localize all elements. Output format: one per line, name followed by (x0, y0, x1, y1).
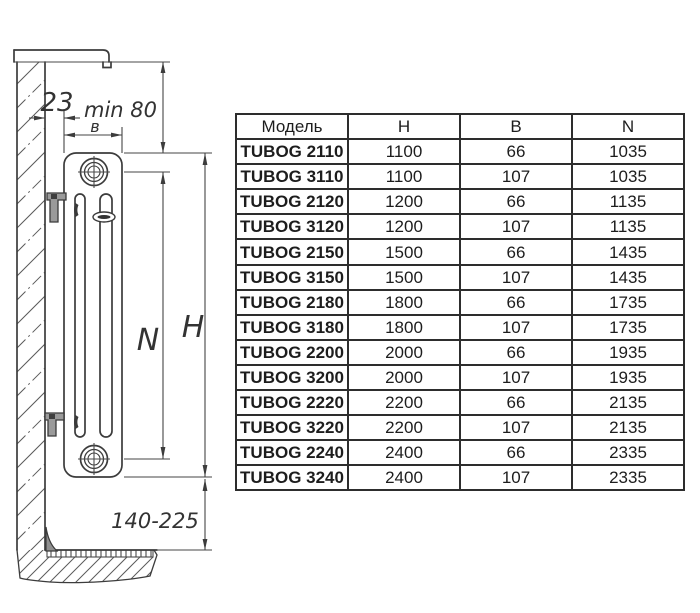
value-cell: 1135 (572, 189, 684, 214)
table-row (236, 139, 684, 164)
value-cell: 1100 (348, 139, 460, 164)
model-cell: TUBOG 3200 (236, 365, 348, 390)
dim-label-h: H (181, 310, 205, 345)
value-cell: 1800 (348, 315, 460, 340)
value-cell: 66 (460, 340, 572, 365)
table-row (236, 340, 684, 365)
radiator (64, 153, 122, 477)
value-cell: 1500 (348, 239, 460, 264)
value-cell: 1500 (348, 265, 460, 290)
model-cell: TUBOG 2220 (236, 390, 348, 415)
table-row (236, 189, 684, 214)
value-cell: 1935 (572, 340, 684, 365)
value-cell: 107 (460, 265, 572, 290)
value-cell: 2200 (348, 415, 460, 440)
dim-label-floor-clearance: 140-225 (111, 509, 199, 533)
value-cell: 66 (460, 139, 572, 164)
value-cell: 66 (460, 189, 572, 214)
value-cell: 66 (460, 290, 572, 315)
table-row (236, 465, 684, 490)
value-cell: 1200 (348, 214, 460, 239)
table-row (236, 290, 684, 315)
radiator-tube (100, 194, 112, 437)
value-cell: 1735 (572, 315, 684, 340)
value-cell: 1035 (572, 139, 684, 164)
dimension-height-h (124, 153, 212, 477)
model-cell: TUBOG 2240 (236, 440, 348, 465)
model-cell: TUBOG 3180 (236, 315, 348, 340)
value-cell: 66 (460, 440, 572, 465)
value-cell: 1735 (572, 290, 684, 315)
table-row (236, 265, 684, 290)
value-cell: 2400 (348, 465, 460, 490)
value-cell: 2200 (348, 390, 460, 415)
model-cell: TUBOG 3240 (236, 465, 348, 490)
column-header: N (572, 114, 684, 139)
dim-label-min80: min 80 (84, 98, 157, 122)
dimension-wall-offset (29, 88, 80, 153)
value-cell: 1200 (348, 189, 460, 214)
model-cell: TUBOG 3220 (236, 415, 348, 440)
spec-table (235, 113, 685, 491)
window-sill (14, 50, 170, 68)
model-cell: TUBOG 3120 (236, 214, 348, 239)
table-row (236, 390, 684, 415)
value-cell: 2000 (348, 365, 460, 390)
lower-bracket (45, 413, 79, 436)
value-cell: 1135 (572, 214, 684, 239)
dimension-sill-clearance (84, 62, 165, 153)
dim-label-23: 23 (40, 88, 74, 118)
model-cell: TUBOG 3150 (236, 265, 348, 290)
model-cell: TUBOG 2110 (236, 139, 348, 164)
value-cell: 66 (460, 239, 572, 264)
value-cell: 107 (460, 214, 572, 239)
column-header: H (348, 114, 460, 139)
value-cell: 2335 (572, 465, 684, 490)
table-row (236, 365, 684, 390)
table-row (236, 415, 684, 440)
value-cell: 1035 (572, 164, 684, 189)
upper-bracket (47, 193, 115, 222)
model-cell: TUBOG 3110 (236, 164, 348, 189)
mounting-brackets (45, 193, 115, 551)
bottom-plug-icon (78, 443, 110, 475)
model-cell: TUBOG 2180 (236, 290, 348, 315)
value-cell: 1800 (348, 290, 460, 315)
table-row (236, 440, 684, 465)
value-cell: 2000 (348, 340, 460, 365)
value-cell: 1935 (572, 365, 684, 390)
value-cell: 1100 (348, 164, 460, 189)
value-cell: 66 (460, 390, 572, 415)
top-plug-icon (78, 156, 110, 188)
column-header: B (460, 114, 572, 139)
value-cell: 1435 (572, 239, 684, 264)
value-cell: 2135 (572, 415, 684, 440)
model-cell: TUBOG 2200 (236, 340, 348, 365)
value-cell: 1435 (572, 265, 684, 290)
value-cell: 107 (460, 365, 572, 390)
value-cell: 2400 (348, 440, 460, 465)
value-cell: 107 (460, 465, 572, 490)
dim-label-b: в (90, 117, 100, 136)
floor-screed-band (47, 550, 153, 557)
radiator-tube (75, 194, 85, 437)
value-cell: 2335 (572, 440, 684, 465)
model-cell: TUBOG 2120 (236, 189, 348, 214)
value-cell: 107 (460, 315, 572, 340)
wall (17, 56, 45, 564)
dimension-floor-clearance (111, 479, 212, 550)
dimension-depth-b (64, 117, 122, 153)
value-cell: 107 (460, 164, 572, 189)
value-cell: 107 (460, 415, 572, 440)
table-header-row (236, 114, 684, 139)
dimension-axis-n (124, 172, 170, 459)
value-cell: 2135 (572, 390, 684, 415)
table-row (236, 239, 684, 264)
table-row (236, 315, 684, 340)
model-cell: TUBOG 2150 (236, 239, 348, 264)
technical-drawing (0, 0, 230, 613)
dim-label-n: N (136, 323, 160, 358)
table-row (236, 164, 684, 189)
floor-foot (46, 527, 58, 551)
table-row (236, 214, 684, 239)
column-header: Модель (236, 114, 348, 139)
